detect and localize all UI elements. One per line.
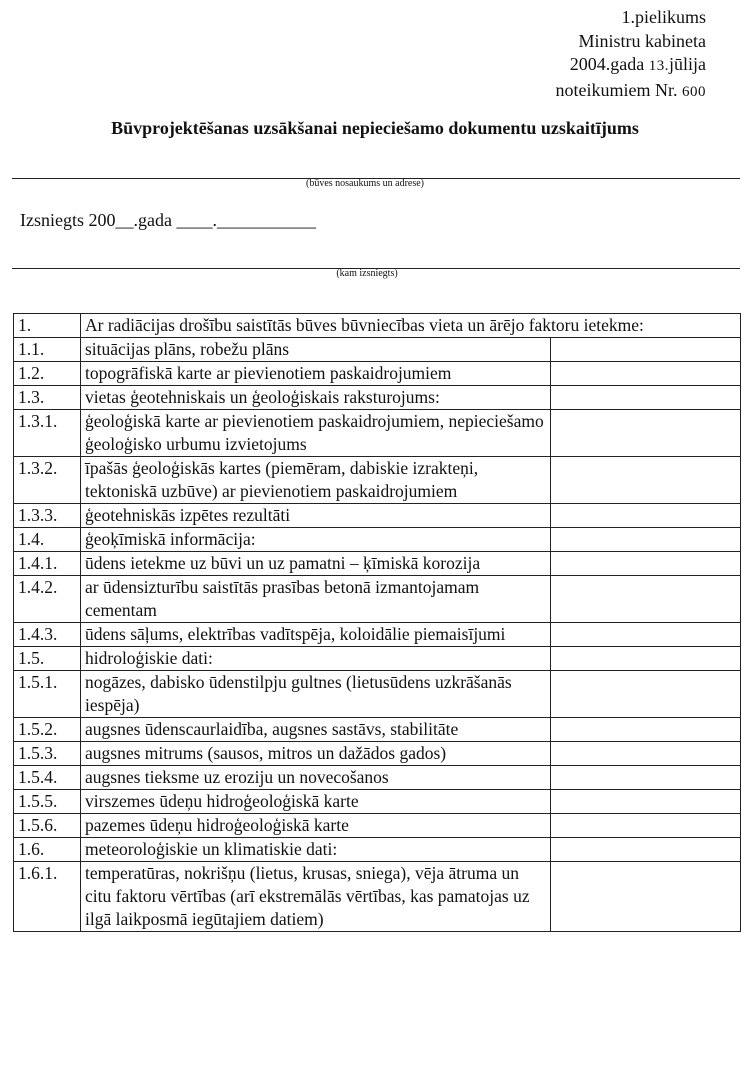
issuing-body: Ministru kabineta (578, 30, 706, 51)
row-notes-cell (551, 838, 741, 862)
table-row (14, 766, 741, 790)
table-row (14, 623, 741, 647)
row-description: ģeoķīmiskā informācija: (81, 528, 551, 552)
row-description: īpašās ģeoloģiskās kartes (piemēram, dabiskie izrakteņi, tektoniskā uzbūve) ar pievienotiem paskaidrojumiem (81, 457, 551, 504)
row-number: 1.4.3. (14, 623, 81, 647)
regulation-number (556, 79, 706, 105)
issued-date-line: Izsniegts 200__.gada ____.___________ (20, 210, 316, 230)
documents-table (13, 313, 741, 932)
row-description: ūdens ietekme uz būvi un uz pamatni – ķīmiskā korozija (81, 552, 551, 576)
regulation-number-value: 600 (682, 83, 706, 100)
table-row (14, 862, 741, 932)
row-notes-cell (551, 457, 741, 504)
row-notes-cell (551, 742, 741, 766)
table-row (14, 362, 741, 386)
table-row (14, 814, 741, 838)
row-description: ģeotehniskās izpētes rezultāti (81, 504, 551, 528)
row-number: 1.5.4. (14, 766, 81, 790)
row-description: nogāzes, dabisko ūdenstilpju gultnes (lietusūdens uzkrāšanās iespēja) (81, 671, 551, 718)
table-row (14, 838, 741, 862)
row-description: ar ūdensizturību saistītās prasības betonā izmantojamam cementam (81, 576, 551, 623)
row-description: topogrāfiskā karte ar pievienotiem paskaidrojumiem (81, 362, 551, 386)
row-description: vietas ģeotehniskais un ģeoloģiskais raksturojums: (81, 386, 551, 410)
annex-header (556, 6, 706, 104)
table-row (14, 504, 741, 528)
table-row (14, 790, 741, 814)
row-notes-cell (551, 338, 741, 362)
regulation-day: 13. (648, 58, 669, 74)
table-row (14, 457, 741, 504)
row-notes-cell (551, 862, 741, 932)
row-notes-cell (551, 790, 741, 814)
row-description: ģeoloģiskā karte ar pievienotiem paskaidrojumiem, nepieciešamo ģeoloģisko urbumu izvietojums (81, 410, 551, 457)
row-description: ūdens sāļums, elektrības vadītspēja, koloidālie piemaisījumi (81, 623, 551, 647)
table-row (14, 410, 741, 457)
row-number: 1. (14, 314, 81, 338)
row-description: temperatūras, nokrišņu (lietus, krusas, sniega), vēja ātruma un citu faktoru vērtības (arī ekstremālās vērtības, kas pamatojas uz ilgā laikposmā iegūtajiem datiem) (81, 862, 551, 932)
row-number: 1.6.1. (14, 862, 81, 932)
row-notes-cell (551, 552, 741, 576)
row-number: 1.6. (14, 838, 81, 862)
row-notes-cell (551, 814, 741, 838)
row-number: 1.4.1. (14, 552, 81, 576)
row-description: augsnes tieksme uz eroziju un novecošanos (81, 766, 551, 790)
row-notes-cell (551, 766, 741, 790)
table-row (14, 338, 741, 362)
row-number: 1.4.2. (14, 576, 81, 623)
row-number: 1.3.2. (14, 457, 81, 504)
row-description: meteoroloģiskie un klimatiskie dati: (81, 838, 551, 862)
row-notes-cell (551, 504, 741, 528)
annex-number: 1.pielikums (621, 7, 706, 27)
row-description: virszemes ūdeņu hidroģeoloģiskā karte (81, 790, 551, 814)
row-description: situācijas plāns, robežu plāns (81, 338, 551, 362)
regulation-date (556, 53, 706, 79)
row-number: 1.3.1. (14, 410, 81, 457)
table-row (14, 718, 741, 742)
row-number: 1.5.6. (14, 814, 81, 838)
row-notes-cell (551, 576, 741, 623)
row-notes-cell (551, 410, 741, 457)
row-notes-cell (551, 362, 741, 386)
table-row (14, 576, 741, 623)
row-description: hidroloģiskie dati: (81, 647, 551, 671)
row-description: augsnes ūdenscaurlaidība, augsnes sastāvs, stabilitāte (81, 718, 551, 742)
table-row (14, 528, 741, 552)
row-description: pazemes ūdeņu hidroģeoloģiskā karte (81, 814, 551, 838)
table-row (14, 314, 741, 338)
row-number: 1.5.3. (14, 742, 81, 766)
row-number: 1.5.5. (14, 790, 81, 814)
table-row (14, 742, 741, 766)
row-number: 1.5. (14, 647, 81, 671)
row-number: 1.4. (14, 528, 81, 552)
row-notes-cell (551, 671, 741, 718)
row-number: 1.3. (14, 386, 81, 410)
table-row (14, 647, 741, 671)
row-notes-cell (551, 386, 741, 410)
row-number: 1.2. (14, 362, 81, 386)
document-title: Būvprojektēšanas uzsākšanai nepieciešamo dokumentu uzskaitījums (111, 118, 639, 138)
recipient-caption: (kam izsniegts) (336, 268, 398, 279)
row-notes-cell (551, 623, 741, 647)
regulation-month: jūlija (669, 54, 706, 74)
table-row (14, 386, 741, 410)
building-caption: (būves nosaukums un adrese) (305, 178, 425, 189)
table-row (14, 671, 741, 718)
regulation-number-label: noteikumiem Nr. (555, 79, 678, 100)
row-description: augsnes mitrums (sausos, mitros un dažādos gados) (81, 742, 551, 766)
row-notes-cell (551, 718, 741, 742)
row-description: Ar radiācijas drošību saistītās būves būvniecības vieta un ārējo faktoru ietekme: (81, 314, 741, 338)
row-number: 1.5.2. (14, 718, 81, 742)
row-notes-cell (551, 647, 741, 671)
regulation-year: 2004.gada (569, 54, 645, 74)
row-number: 1.5.1. (14, 671, 81, 718)
table-row (14, 552, 741, 576)
row-notes-cell (551, 528, 741, 552)
row-number: 1.1. (14, 338, 81, 362)
row-number: 1.3.3. (14, 504, 81, 528)
